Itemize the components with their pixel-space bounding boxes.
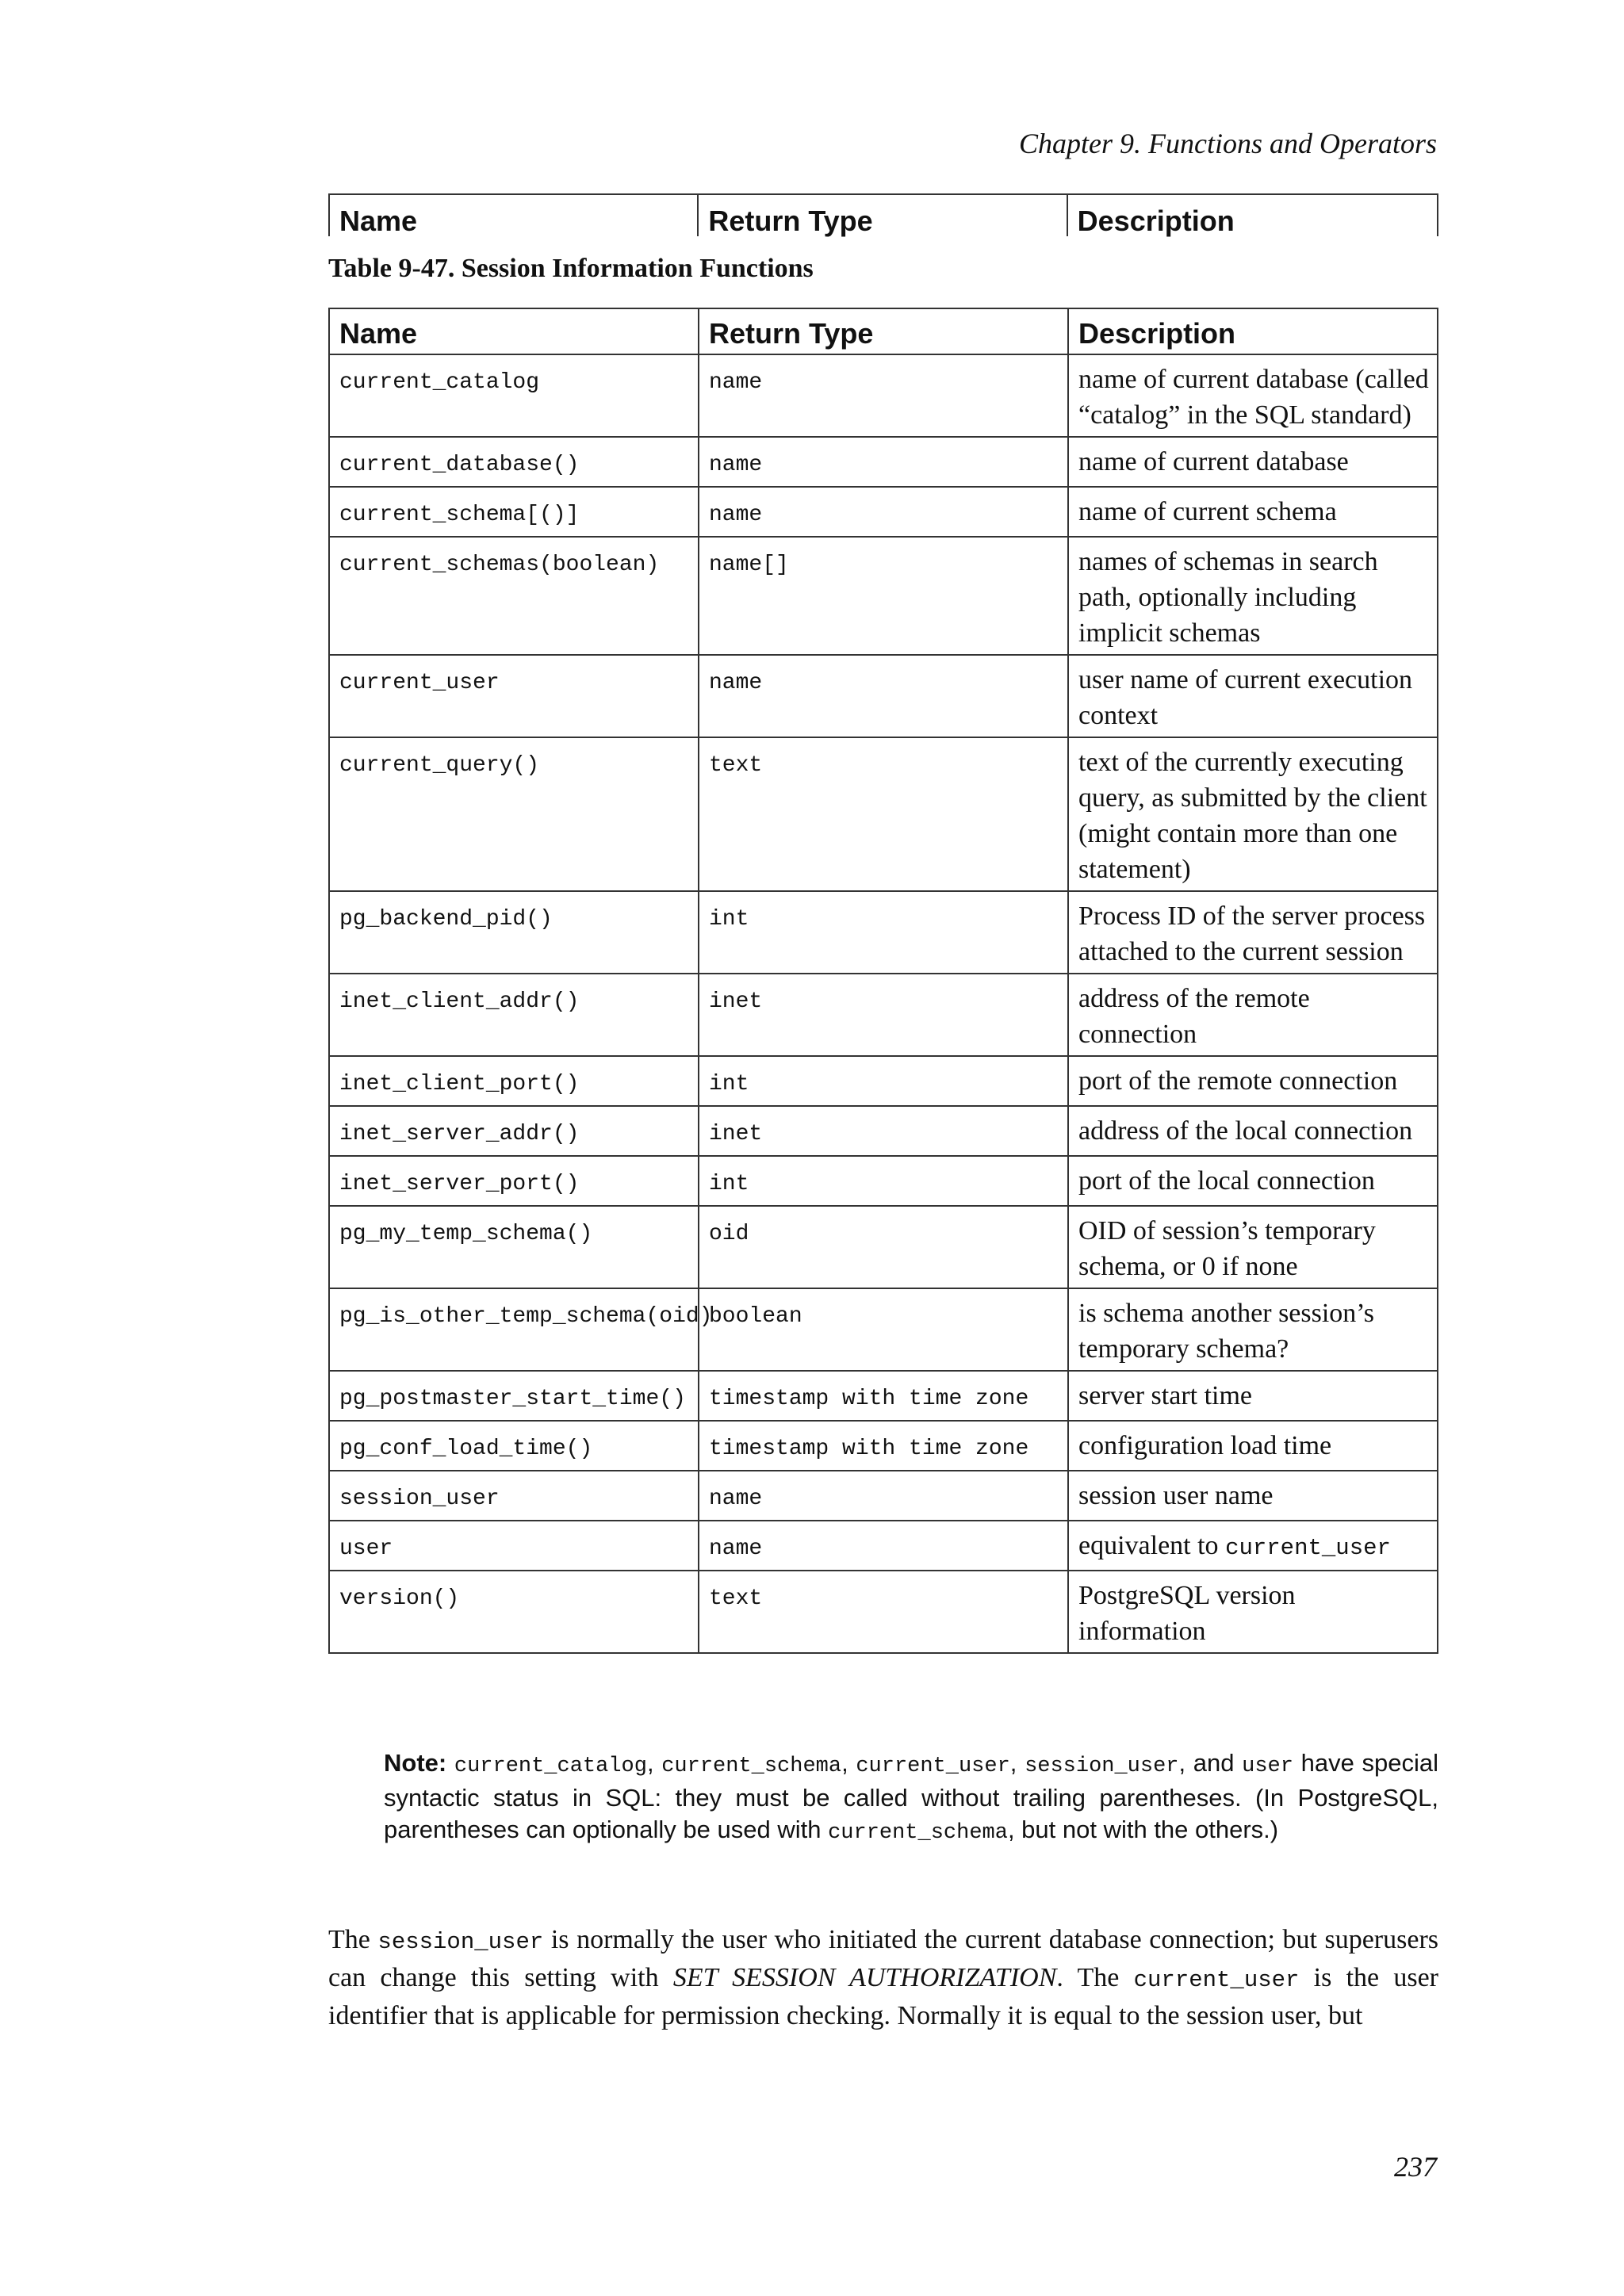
table-row <box>329 537 1438 655</box>
table-row <box>329 487 1438 537</box>
return-type: text <box>699 737 1068 891</box>
function-name: version() <box>329 1571 699 1653</box>
description: configuration load time <box>1068 1421 1438 1471</box>
page-number: 237 <box>1394 2151 1437 2183</box>
table-row <box>329 1521 1438 1571</box>
description: OID of session’s temporary schema, or 0 if none <box>1068 1206 1438 1288</box>
continued-table-header <box>328 193 1438 236</box>
table-row <box>329 655 1438 737</box>
return-type: name <box>699 1521 1068 1571</box>
function-name: current_schema[()] <box>329 487 699 537</box>
table-row <box>329 1106 1438 1156</box>
function-name: current_schemas(boolean) <box>329 537 699 655</box>
description: server start time <box>1068 1371 1438 1421</box>
return-type: timestamp with time zone <box>699 1421 1068 1471</box>
function-name: inet_client_addr() <box>329 974 699 1056</box>
paragraph-code: current_user <box>1133 1967 1300 1993</box>
continued-header-return-type: Return Type <box>699 195 1067 236</box>
return-type: name[] <box>699 537 1068 655</box>
description-code: current_user <box>1225 1535 1391 1561</box>
table-row <box>329 437 1438 487</box>
description: Process ID of the server process attached to the current session <box>1068 891 1438 974</box>
note-separator: , <box>841 1749 856 1777</box>
description: session user name <box>1068 1471 1438 1521</box>
description: name of current database <box>1068 437 1438 487</box>
description: address of the local connection <box>1068 1106 1438 1156</box>
paragraph-text: is the user identifier that is applicable for permission checking. Normally it is equal to the session user, but <box>328 1963 1439 2030</box>
function-name: current_query() <box>329 737 699 891</box>
table-row <box>329 974 1438 1056</box>
table-row <box>329 1056 1438 1106</box>
table-row <box>329 1156 1438 1206</box>
header-name: Name <box>329 308 699 354</box>
note-text: have special syntactic status in SQL: they must be called without trailing parentheses. (In PostgreSQL, parentheses can optionally be used with <box>384 1749 1439 1843</box>
description: port of the remote connection <box>1068 1056 1438 1106</box>
continued-header-description: Description <box>1077 205 1235 237</box>
header-return-type: Return Type <box>699 308 1068 354</box>
paragraph-emphasis: SET SESSION AUTHORIZATION <box>672 1963 1057 1992</box>
body-paragraph <box>328 1922 1438 2034</box>
function-name: inet_client_port() <box>329 1056 699 1106</box>
note-code: session_user <box>1025 1755 1179 1778</box>
paragraph-text: is normally the user who initiated the current database connection; but superusers can change this setting with <box>328 1925 1438 1992</box>
table-row <box>329 891 1438 974</box>
function-name: current_database() <box>329 437 699 487</box>
function-name: pg_my_temp_schema() <box>329 1206 699 1288</box>
session-functions-table <box>328 308 1438 1654</box>
return-type: text <box>699 1571 1068 1653</box>
return-type: timestamp with time zone <box>699 1371 1068 1421</box>
table-row <box>329 1206 1438 1288</box>
function-name: current_user <box>329 655 699 737</box>
function-name: current_catalog <box>329 354 699 437</box>
description-text: equivalent to <box>1078 1531 1226 1560</box>
return-type: int <box>699 1056 1068 1106</box>
table-row <box>329 1288 1438 1371</box>
paragraph-code: session_user <box>377 1929 544 1955</box>
function-name: pg_postmaster_start_time() <box>329 1371 699 1421</box>
table-row <box>329 354 1438 437</box>
return-type: name <box>699 655 1068 737</box>
return-type: boolean <box>699 1288 1068 1371</box>
running-head: Chapter 9. Functions and Operators <box>1019 128 1437 159</box>
note-block <box>384 1747 1438 1849</box>
return-type: int <box>699 1156 1068 1206</box>
return-type: name <box>699 437 1068 487</box>
note-separator: , and <box>1178 1749 1243 1777</box>
note-code: current_user <box>856 1755 1010 1778</box>
note-label: Note: <box>384 1749 447 1777</box>
function-name: user <box>329 1521 699 1571</box>
paragraph-text: . The <box>1056 1963 1134 1992</box>
continued-header-name: Name <box>330 195 699 236</box>
description: name of current schema <box>1068 487 1438 537</box>
description: text of the currently executing query, as submitted by the client (might contain more than one statement) <box>1068 737 1438 891</box>
description: user name of current execution context <box>1068 655 1438 737</box>
note-code: current_schema <box>828 1821 1008 1845</box>
paragraph-text: The <box>328 1925 378 1954</box>
table-row <box>329 737 1438 891</box>
return-type: oid <box>699 1206 1068 1288</box>
description: PostgreSQL version information <box>1068 1571 1438 1653</box>
function-name: session_user <box>329 1471 699 1521</box>
table-row <box>329 1471 1438 1521</box>
description: names of schemas in search path, optionally including implicit schemas <box>1068 537 1438 655</box>
return-type: inet <box>699 1106 1068 1156</box>
description: address of the remote connection <box>1068 974 1438 1056</box>
description: name of current database (called “catalog” in the SQL standard) <box>1068 354 1438 437</box>
table-row <box>329 1571 1438 1653</box>
function-name: pg_backend_pid() <box>329 891 699 974</box>
note-code: user <box>1242 1755 1293 1778</box>
note-code: current_catalog <box>454 1755 647 1778</box>
return-type: int <box>699 891 1068 974</box>
function-name: pg_conf_load_time() <box>329 1421 699 1471</box>
header-description: Description <box>1068 308 1438 354</box>
note-code: current_schema <box>661 1755 842 1778</box>
function-name: inet_server_addr() <box>329 1106 699 1156</box>
function-name: pg_is_other_temp_schema(oid) <box>329 1288 699 1371</box>
return-type: name <box>699 487 1068 537</box>
description: is schema another session’s temporary schema? <box>1068 1288 1438 1371</box>
description: port of the local connection <box>1068 1156 1438 1206</box>
note-text: , but not with the others.) <box>1007 1816 1279 1843</box>
function-name: inet_server_port() <box>329 1156 699 1206</box>
table-caption: Table 9-47. Session Information Functions <box>328 254 814 283</box>
return-type: name <box>699 354 1068 437</box>
return-type: name <box>699 1471 1068 1521</box>
table-row <box>329 1421 1438 1471</box>
description <box>1068 1521 1438 1571</box>
note-separator: , <box>1009 1749 1025 1777</box>
table-header-row <box>329 308 1438 354</box>
return-type: inet <box>699 974 1068 1056</box>
table-row <box>329 1371 1438 1421</box>
note-separator: , <box>646 1749 662 1777</box>
